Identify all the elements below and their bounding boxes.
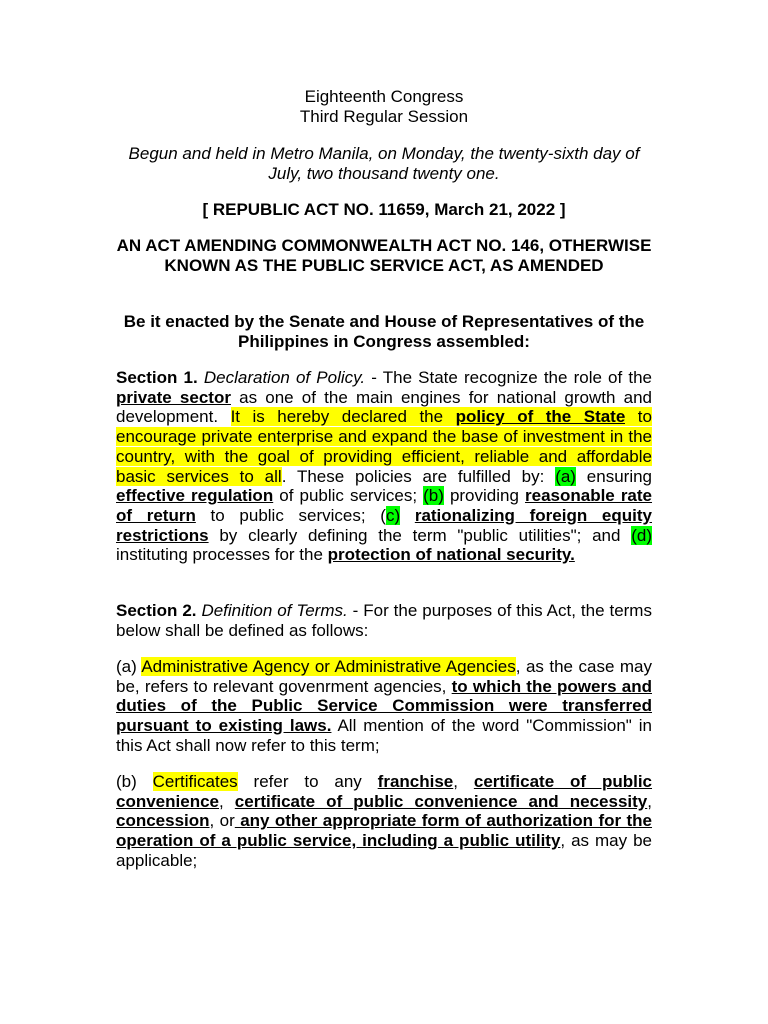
definition-text: , as the case may be, refers to relevant govenrment agencies,: [116, 657, 653, 696]
definition-text: , as may be applicable;: [116, 831, 652, 870]
certificate-convenience-necessity-term: certificate of public convenience and necessity: [234, 791, 648, 811]
definition-text: ,: [453, 772, 474, 791]
definition-a: [116, 657, 652, 756]
other-authorization-term: any other appropriate form of authorization for the operation of a public service, including a public utility: [116, 811, 653, 851]
section-1-text: - The State recognize the role of the: [365, 368, 652, 387]
section-1-heading: Declaration of Policy.: [203, 368, 366, 387]
section-2-text: - For the purposes of this Act, the terms below shall be defined as follows:: [116, 601, 652, 640]
highlighted-text: to encourage private enterprise and expand the base of investment in the country, with the goal of providing efficient, reliable and affordable basic services to all: [116, 407, 652, 486]
item-marker-b: (b): [423, 486, 444, 506]
definition-text: ,: [647, 791, 652, 811]
franchise-term: franchise: [377, 772, 454, 791]
private-sector-term: private sector: [116, 387, 231, 407]
section-1-label: Section 1.: [116, 368, 198, 387]
act-title: AN ACT AMENDING COMMONWEALTH ACT NO. 146, OTHERWISE KNOWN AS THE PUBLIC SERVICE ACT, AS AMENDED: [116, 236, 652, 275]
definition-prefix: (a): [116, 657, 142, 676]
policy-of-state-term: policy of the State: [455, 407, 626, 427]
concession-term: concession: [116, 811, 210, 831]
definition-emphasis: to which the powers and duties of the Public Service Commission were transferred pursuant to existing laws.: [116, 676, 652, 736]
effective-regulation-term: effective regulation: [116, 486, 274, 506]
definition-text: All mention of the word "Commission" in this Act shall now refer to this term;: [116, 716, 652, 755]
section-1-text: . These policies are fulfilled by:: [281, 466, 556, 486]
rationalizing-term: rationalizing foreign equity restrictions: [116, 505, 652, 545]
item-marker-c: c): [385, 505, 401, 525]
protection-term: protection of national security.: [327, 545, 575, 565]
section-1-text: instituting processes for the: [116, 545, 328, 565]
item-marker-a: (a): [555, 466, 576, 486]
definition-text: ,: [219, 791, 235, 811]
definition-b: [116, 772, 652, 871]
definition-text: refer to any: [237, 772, 378, 791]
section-1-text: as one of the main engines for national growth and development.: [116, 387, 652, 427]
definition-prefix: (b): [116, 772, 153, 791]
section-1-text: ensuring: [575, 466, 653, 486]
section-1-text: by clearly defining the term "public utilities"; and: [208, 525, 632, 545]
reasonable-rate-term: reasonable rate of return: [116, 486, 653, 525]
section-1-text: [400, 506, 415, 525]
highlighted-text: It is hereby declared the: [230, 407, 456, 427]
section-2-heading: Definition of Terms.: [201, 601, 348, 620]
defined-term: Administrative Agency or Administrative Agencies: [141, 657, 516, 676]
enacting-clause: Be it enacted by the Senate and House of Representatives of the Philippines in Congress assembled:: [123, 312, 645, 351]
session-line: Third Regular Session: [299, 107, 469, 126]
begun-statement: Begun and held in Metro Manila, on Monday, the twenty-sixth day of July, two thousand twenty one.: [128, 144, 640, 183]
definition-text: , or: [209, 811, 235, 831]
congress-line: Eighteenth Congress: [304, 87, 464, 106]
section-1-text: to public services; (: [195, 505, 386, 525]
item-marker-d: (d): [631, 525, 652, 545]
section-2-label: Section 2.: [116, 601, 197, 620]
section-1-text: providing: [443, 486, 525, 506]
section-1-paragraph: [116, 368, 652, 565]
certificate-public-convenience-term: certificate of public convenience: [116, 772, 653, 811]
act-number: [ REPUBLIC ACT NO. 11659, March 21, 2022 ]: [202, 200, 566, 219]
section-2-paragraph: [116, 601, 652, 640]
defined-term: Certificates: [152, 772, 238, 791]
section-1-text: of public services;: [273, 486, 424, 506]
